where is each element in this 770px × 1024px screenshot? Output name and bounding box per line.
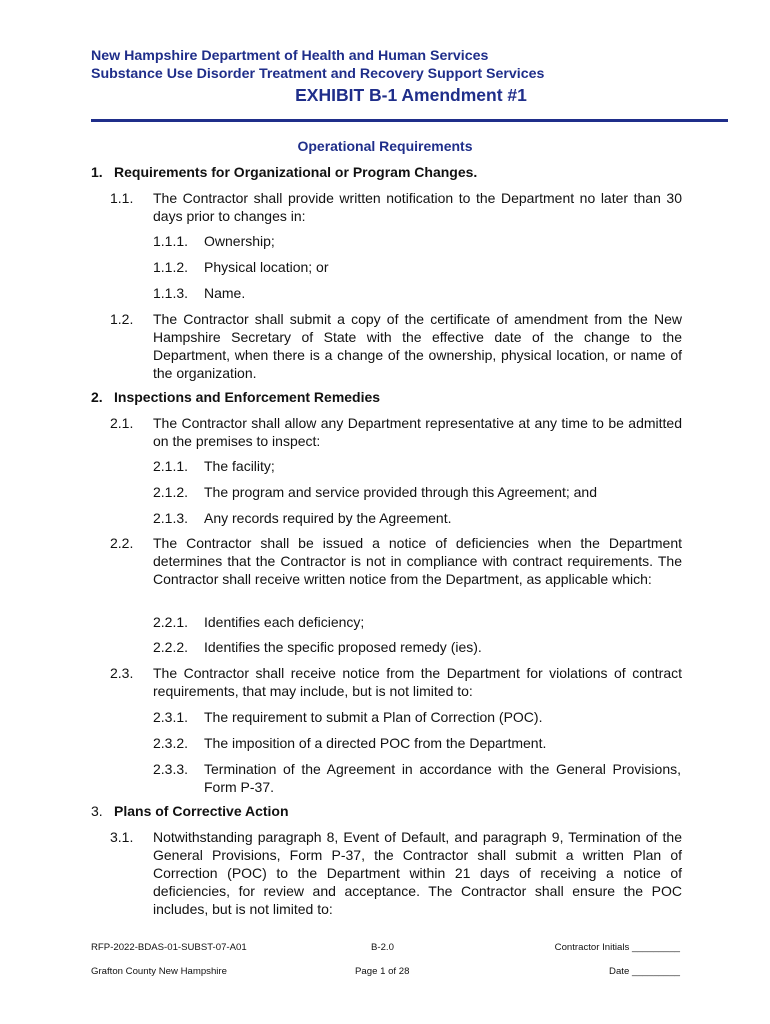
item-number: 1.1.3.: [153, 285, 189, 301]
section-heading-text: Requirements for Organizational or Program Changes.: [114, 164, 478, 180]
paragraph-number: 2.2.: [110, 535, 134, 551]
paragraph-number: 1.1.: [110, 190, 134, 206]
footer-county: Grafton County New Hampshire: [91, 966, 227, 977]
item-text: Physical location; or: [204, 259, 329, 275]
item-number: 1.1.1.: [153, 233, 189, 249]
paragraph-text: The Contractor shall be issued a notice of deficiencies when the Department determines that the Contractor is not in compliance with contract requirements. The Contractor shall receive written notice from the Department, as applicable which:: [153, 535, 682, 587]
item-2-1-1: [153, 457, 681, 475]
section-number: 3.: [91, 803, 103, 819]
section-title: Operational Requirements: [297, 138, 473, 154]
item-1-1-1: [153, 232, 681, 250]
paragraph-text: The Contractor shall receive notice from the Department for violations of contract requirements, that may include, but is not limited to:: [153, 665, 682, 699]
document-header: [91, 47, 731, 106]
footer-rfp-number: RFP-2022-BDAS-01-SUBST-07-A01: [91, 942, 247, 953]
program-name: Substance Use Disorder Treatment and Recovery Support Services: [91, 66, 545, 82]
paragraph-1-2: [110, 310, 682, 382]
item-number: 2.1.2.: [153, 484, 189, 500]
item-2-3-1: [153, 708, 681, 726]
item-text: Identifies the specific proposed remedy (ies).: [204, 639, 482, 655]
paragraph-2-1: [110, 414, 682, 450]
header-rule: [91, 119, 728, 122]
paragraph-2-2: [110, 534, 682, 588]
section-heading-text: Plans of Corrective Action: [114, 803, 289, 819]
item-text: Identifies each deficiency;: [204, 614, 365, 630]
item-1-1-2: [153, 258, 681, 276]
item-text: The imposition of a directed POC from the Department.: [204, 735, 547, 751]
footer-date: Date _________: [609, 966, 680, 977]
paragraph-text: The Contractor shall submit a copy of the certificate of amendment from the New Hampshire Secretary of State with the effective date of the change to the Department, when there is a change of the ownership, physical location, or name of the organization.: [153, 311, 682, 381]
item-2-2-1: [153, 613, 681, 631]
paragraph-number: 2.1.: [110, 415, 134, 431]
paragraph-2-3: [110, 664, 682, 700]
item-text: The program and service provided through this Agreement; and: [204, 484, 598, 500]
item-text: The requirement to submit a Plan of Correction (POC).: [204, 709, 543, 725]
item-2-1-3: [153, 509, 681, 527]
item-2-2-2: [153, 638, 681, 656]
item-text: Any records required by the Agreement.: [204, 510, 452, 526]
item-number: 2.1.1.: [153, 458, 189, 474]
footer-contractor-initials: Contractor Initials _________: [554, 942, 680, 953]
section-number: 2.: [91, 389, 103, 405]
section-heading-text: Inspections and Enforcement Remedies: [114, 389, 381, 405]
exhibit-title: EXHIBIT B-1 Amendment #1: [295, 85, 527, 105]
item-number: 2.1.3.: [153, 510, 189, 526]
paragraph-3-1: [110, 828, 682, 918]
footer-page-number: Page 1 of 28: [355, 966, 410, 977]
department-name: New Hampshire Department of Health and Human Services: [91, 48, 489, 64]
item-text: Name.: [204, 285, 246, 301]
item-text: Termination of the Agreement in accordance with the General Provisions, Form P-37.: [204, 761, 681, 795]
paragraph-number: 1.2.: [110, 311, 134, 327]
paragraph-number: 2.3.: [110, 665, 134, 681]
item-number: 2.2.2.: [153, 639, 189, 655]
item-2-3-2: [153, 734, 681, 752]
item-number: 2.3.3.: [153, 761, 189, 777]
paragraph-1-1: [110, 189, 682, 225]
item-text: Ownership;: [204, 233, 275, 249]
paragraph-number: 3.1.: [110, 829, 134, 845]
item-number: 2.3.1.: [153, 709, 189, 725]
footer-exhibit-code: B-2.0: [371, 942, 394, 953]
item-number: 1.1.2.: [153, 259, 189, 275]
item-text: The facility;: [204, 458, 275, 474]
paragraph-text: Notwithstanding paragraph 8, Event of Default, and paragraph 9, Termination of the General Provisions, Form P-37, the Contractor shall submit a written Plan of Correction (POC) to the Department within 21 days of receiving a notice of deficiencies, for review and acceptance. The Contractor shall ensure the POC includes, but is not limited to:: [153, 829, 682, 917]
item-2-1-2: [153, 483, 681, 501]
section-number: 1.: [91, 164, 103, 180]
item-number: 2.3.2.: [153, 735, 189, 751]
item-number: 2.2.1.: [153, 614, 189, 630]
paragraph-text: The Contractor shall provide written notification to the Department no later than 30 days prior to changes in:: [153, 190, 682, 224]
paragraph-text: The Contractor shall allow any Department representative at any time to be admitted on the premises to inspect:: [153, 415, 682, 449]
item-1-1-3: [153, 284, 681, 302]
item-2-3-3: [153, 760, 681, 796]
